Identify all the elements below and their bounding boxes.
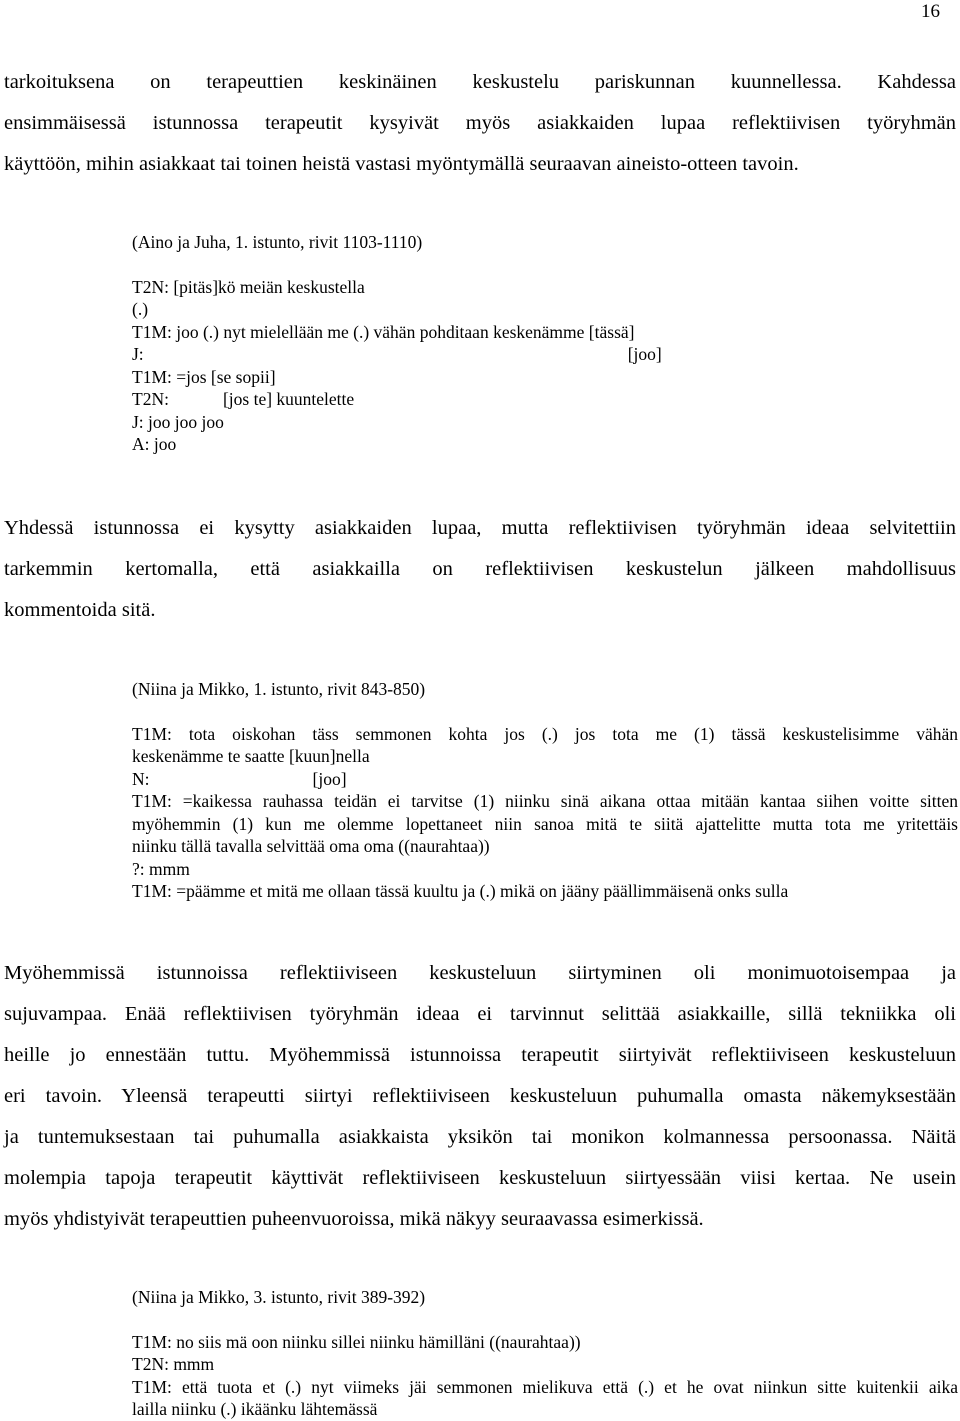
page-number: 16 [921, 1, 940, 22]
body-paragraph-3 [4, 953, 956, 1240]
speaker-label: T2N: [132, 389, 169, 409]
transcript-line: T2N: [pitäs]kö meiän keskustella [132, 276, 365, 297]
text-line: ensimmäisessä istunnossa terapeutit kysyivät myös asiakkaiden lupaa reflektiivisen työryhmän [4, 112, 956, 134]
transcript-line: T1M: että tuota et (.) nyt viimeks jäi semmonen mielikuva että (.) et he ovat niinkun sitte kuitenkii aika [132, 1376, 958, 1397]
transcript-line: myöhemmin (1) kun me olemme lopettaneet niin sanoa mitä te siitä ajattelitte mutta tota me yritettäis [132, 813, 958, 834]
excerpt-source: (Niina ja Mikko, 1. istunto, rivit 843-850) [132, 679, 426, 699]
body-paragraph-1 [4, 62, 956, 185]
transcript-line: T1M: =jos [se sopii] [132, 366, 276, 387]
text-line: ja tuntemuksestaan tai puhumalla asiakkaista yksikön tai monikon kolmannessa persoonassa. Näitä [4, 1126, 956, 1148]
transcript-line: A: joo [132, 434, 177, 454]
transcript-line: T1M: tota oiskohan täss semmonen kohta jos (.) jos tota me (1) tässä keskustelisimme vähän [132, 723, 958, 744]
transcript-line [132, 388, 958, 411]
speaker-label: J: [132, 344, 144, 364]
overlap-text: [joo] [627, 344, 662, 364]
transcript-line: niinku tällä tavalla selvittää oma oma ((naurahtaa)) [132, 836, 490, 856]
text-line: Yhdessä istunnossa ei kysytty asiakkaiden lupaa, mutta reflektiivisen työryhmän ideaa selvitettiin [4, 517, 956, 539]
transcript-line: keskenämme te saatte [kuun]nella [132, 746, 370, 766]
transcript-line: J: joo joo joo [132, 411, 224, 432]
speaker-label: N: [132, 768, 150, 789]
transcript-excerpt-1 [132, 231, 958, 456]
transcript-excerpt-3 [132, 1286, 958, 1421]
transcript-line [132, 343, 958, 366]
transcript-line: T2N: mmm [132, 1354, 215, 1374]
transcript-excerpt-2 [132, 678, 958, 903]
text-line: eri tavoin. Yleensä terapeutti siirtyi reflektiiviseen keskusteluun puhumalla omasta näkemyksestään [4, 1085, 956, 1107]
text-line: käyttöön, mihin asiakkaat tai toinen heistä vastasi myöntymällä seuraavan aineisto-otteen tavoin. [4, 153, 799, 175]
transcript-line: T1M: no siis mä oon niinku sillei niinku hämilläni ((naurahtaa)) [132, 1331, 581, 1352]
transcript-line: T1M: =päämme et mitä me ollaan tässä kuultu ja (.) mikä on jääny päällimmäisenä onks sulla [132, 881, 789, 901]
transcript-line [132, 768, 958, 791]
body-paragraph-2 [4, 508, 956, 631]
text-line: molempia tapoja terapeutit käyttivät reflektiiviseen keskusteluun siirtyessään viisi kertaa. Ne usein [4, 1167, 956, 1189]
text-line: heille jo ennestään tuttu. Myöhemmissä istunnoissa terapeutit siirtyivät reflektiiviseen keskusteluun [4, 1044, 956, 1066]
text-line: tarkemmin kertomalla, että asiakkailla on reflektiivisen keskustelun jälkeen mahdollisuus [4, 558, 956, 580]
transcript-line: T1M: =kaikessa rauhassa teidän ei tarvitse (1) niinku sinä aikana ottaa mitään kantaa siihen voitte sitten [132, 791, 958, 811]
transcript-line: ?: mmm [132, 858, 190, 879]
excerpt-source: (Niina ja Mikko, 3. istunto, rivit 389-392) [132, 1287, 426, 1307]
overlap-text: [joo] [312, 768, 347, 789]
text-line: kommentoida sitä. [4, 599, 156, 621]
text-line: Myöhemmissä istunnoissa reflektiiviseen keskusteluun siirtyminen oli monimuotoisempaa ja [4, 962, 956, 984]
transcript-line: T1M: joo (.) nyt mielellään me (.) vähän pohditaan keskenämme [tässä] [132, 321, 635, 342]
text-line: sujuvampaa. Enää reflektiivisen työryhmän ideaa ei tarvinnut selittää asiakkaille, sillä tekniikka oli [4, 1003, 956, 1025]
transcript-line: (.) [132, 299, 149, 319]
text-line: myös yhdistyivät terapeuttien puheenvuoroissa, mikä näkyy seuraavassa esimerkissä. [4, 1208, 704, 1230]
overlap-text: [jos te] kuuntelette [222, 389, 355, 409]
text-line: tarkoituksena on terapeuttien keskinäinen keskustelu pariskunnan kuunnellessa. Kahdessa [4, 71, 956, 93]
transcript-line: lailla niinku (.) ikäänku lähtemässä [132, 1399, 378, 1419]
excerpt-source: (Aino ja Juha, 1. istunto, rivit 1103-1110) [132, 232, 423, 252]
